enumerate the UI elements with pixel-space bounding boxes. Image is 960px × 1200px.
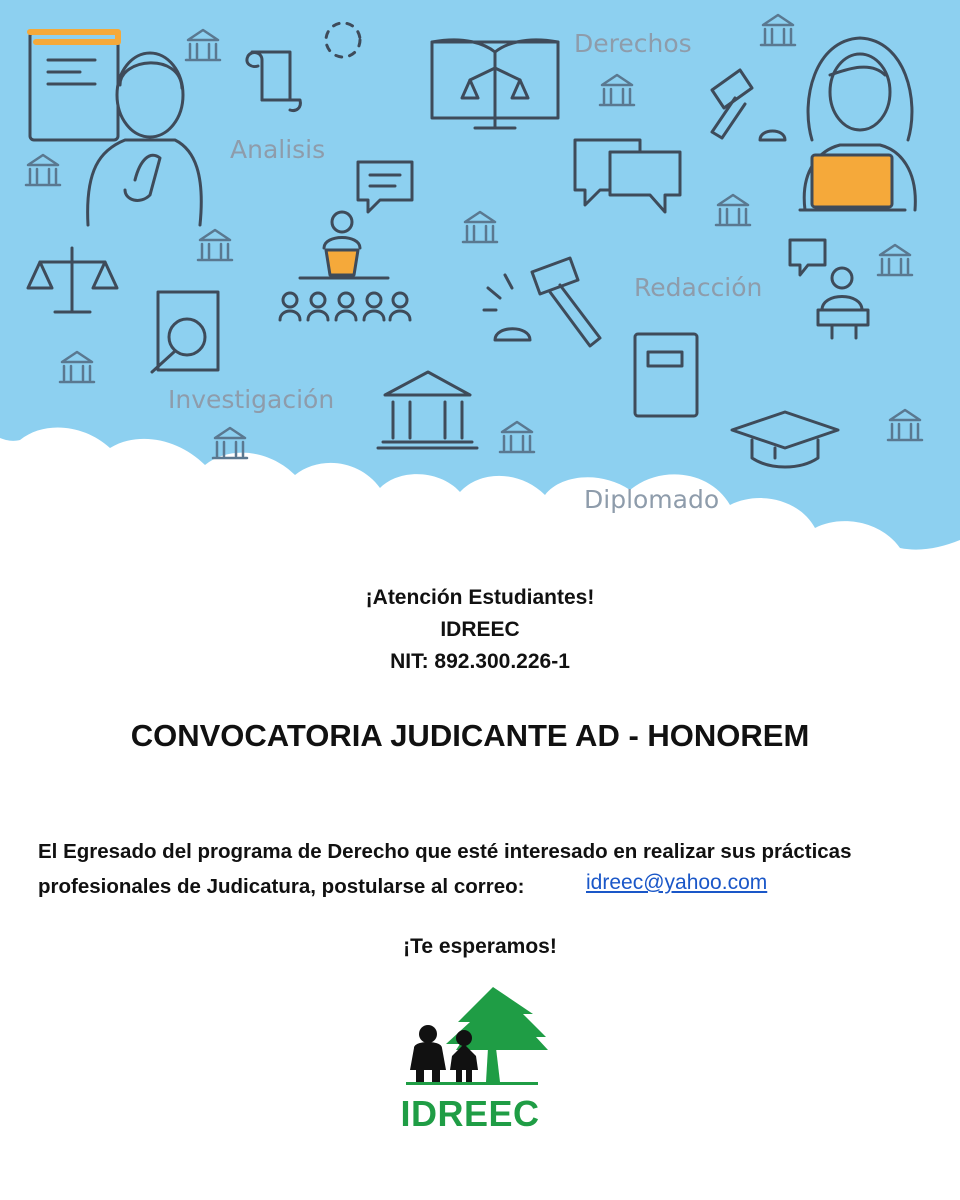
email-link[interactable]: idreec@yahoo.com (586, 871, 768, 894)
body-text-line-2: profesionales de Judicatura, postularse al correo: (38, 875, 525, 898)
hero-label-investigacion: Investigación (168, 385, 335, 414)
notice-heading: ¡Atención Estudiantes! (365, 586, 595, 609)
logo-text: IDREEC (400, 1093, 540, 1134)
notice-org: IDREEC (440, 618, 520, 641)
hero-label-diplomado: Diplomado (584, 485, 720, 514)
notice-nit: NIT: 892.300.226-1 (390, 650, 570, 673)
closing-text: ¡Te esperamos! (403, 935, 557, 958)
hero-label-redaccion: Redacción (634, 273, 763, 302)
page-title: CONVOCATORIA JUDICANTE AD - HONOREM (130, 718, 810, 753)
hero-label-derechos: Derechos (574, 29, 692, 58)
hero-label-analisis: Analisis (230, 135, 326, 164)
body-text-line-1: El Egresado del programa de Derecho que esté interesado en realizar sus prácticas (38, 840, 852, 863)
book-icon (30, 32, 118, 140)
